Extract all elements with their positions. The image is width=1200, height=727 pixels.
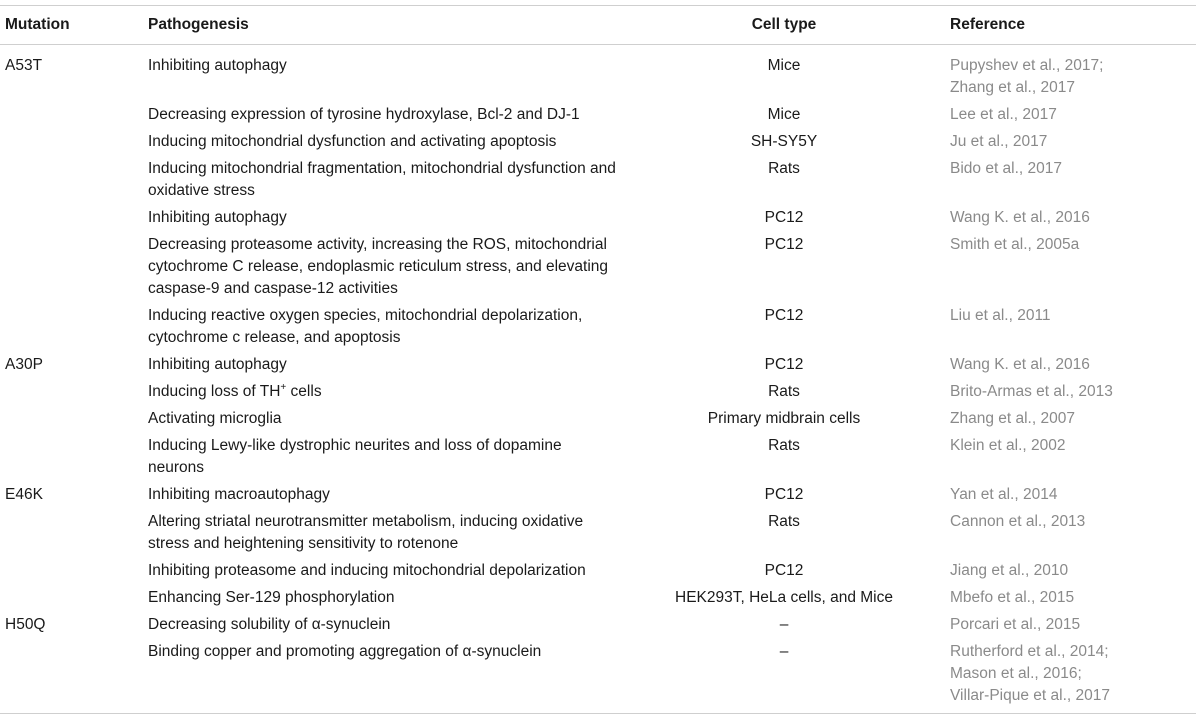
cell-cell-type: – (779, 643, 789, 660)
table-body (0, 45, 1196, 714)
reference-link[interactable]: Liu et al., 2011 (950, 307, 1051, 324)
pathogenesis-text: Inhibiting autophagy (148, 57, 287, 74)
pathogenesis-text: Decreasing proteasome activity, increasing the ROS, mitochondrial cytochrome C release, endoplasmic reticulum stress, and elevating caspase-9 and caspase-12 activities (148, 236, 609, 297)
cell-cell-type: PC12 (764, 356, 804, 373)
cell-mutation (0, 234, 148, 305)
cell-reference (950, 408, 1196, 435)
table-row (0, 158, 1196, 207)
pathogenesis-text: Decreasing solubility of α-synuclein (148, 616, 391, 633)
table-row (0, 305, 1196, 354)
reference-link[interactable]: Cannon et al., 2013 (950, 513, 1086, 530)
cell-mutation: A53T (5, 57, 43, 74)
mutation-table (0, 5, 1196, 714)
cell-pathogenesis (148, 305, 618, 354)
cell-reference (950, 484, 1196, 511)
pathogenesis-text: Binding copper and promoting aggregation of α-synuclein (148, 643, 542, 660)
cell-mutation (0, 560, 148, 587)
reference-link[interactable]: Bido et al., 2017 (950, 160, 1063, 177)
table-row (0, 207, 1196, 234)
cell-mutation (0, 381, 148, 408)
cell-reference (950, 305, 1196, 354)
reference-link[interactable]: Villar-Pique et al., 2017 (950, 687, 1110, 704)
header-pathogenesis: Pathogenesis (148, 16, 249, 33)
table-row (0, 234, 1196, 305)
cell-cell-type: Rats (768, 513, 800, 530)
table-row (0, 381, 1196, 408)
cell-cell-type: Rats (768, 160, 800, 177)
pathogenesis-text: Inhibiting autophagy (148, 356, 287, 373)
cell-mutation: A30P (5, 356, 43, 373)
reference-link[interactable]: Lee et al., 2017 (950, 106, 1057, 123)
cell-cell-type: Rats (768, 383, 800, 400)
cell-reference (950, 641, 1196, 714)
cell-pathogenesis (148, 131, 618, 158)
reference-link[interactable]: Smith et al., 2005a (950, 236, 1080, 253)
header-row (0, 6, 1196, 45)
cell-reference (950, 435, 1196, 484)
cell-reference (950, 45, 1196, 105)
cell-mutation (0, 104, 148, 131)
pathogenesis-text: Activating microglia (148, 410, 282, 427)
pathogenesis-text: Inhibiting macroautophagy (148, 486, 330, 503)
cell-cell-type: Primary midbrain cells (707, 410, 861, 427)
cell-mutation (0, 511, 148, 560)
cell-reference (950, 614, 1196, 641)
reference-link[interactable]: Rutherford et al., 2014; (950, 643, 1109, 660)
reference-link[interactable]: Zhang et al., 2007 (950, 410, 1075, 427)
cell-mutation (0, 158, 148, 207)
cell-mutation (0, 207, 148, 234)
cell-cell-type: PC12 (764, 486, 804, 503)
reference-link[interactable]: Wang K. et al., 2016 (950, 209, 1090, 226)
table-row (0, 484, 1196, 511)
header-cell-type: Cell type (751, 16, 817, 33)
cell-pathogenesis (148, 435, 618, 484)
pathogenesis-text: Inhibiting proteasome and inducing mitochondrial depolarization (148, 562, 586, 579)
cell-cell-type: Mice (767, 57, 801, 74)
reference-link[interactable]: Ju et al., 2017 (950, 133, 1048, 150)
cell-cell-type: PC12 (764, 236, 804, 253)
reference-link[interactable]: Klein et al., 2002 (950, 437, 1066, 454)
cell-pathogenesis (148, 408, 618, 435)
cell-cell-type: – (779, 616, 789, 633)
cell-pathogenesis (148, 381, 618, 408)
table-row (0, 45, 1196, 105)
table-row (0, 354, 1196, 381)
reference-link[interactable]: Jiang et al., 2010 (950, 562, 1069, 579)
pathogenesis-text: Inducing mitochondrial dysfunction and activating apoptosis (148, 133, 557, 150)
table-header (0, 6, 1196, 45)
cell-mutation (0, 131, 148, 158)
cell-reference (950, 354, 1196, 381)
cell-pathogenesis (148, 511, 618, 560)
cell-reference (950, 560, 1196, 587)
cell-reference (950, 381, 1196, 408)
cell-pathogenesis (148, 641, 618, 714)
cell-reference (950, 207, 1196, 234)
table-row (0, 641, 1196, 714)
cell-cell-type: Mice (767, 106, 801, 123)
table-row (0, 614, 1196, 641)
cell-cell-type: Rats (768, 437, 800, 454)
cell-cell-type: HEK293T, HeLa cells, and Mice (675, 589, 893, 606)
cell-pathogenesis (148, 354, 618, 381)
reference-link[interactable]: Pupyshev et al., 2017; (950, 57, 1104, 74)
table-row (0, 131, 1196, 158)
cell-reference (950, 511, 1196, 560)
pathogenesis-text: Inducing mitochondrial fragmentation, mitochondrial dysfunction and oxidative stress (148, 160, 616, 199)
pathogenesis-text: Altering striatal neurotransmitter metabolism, inducing oxidative stress and heightening sensitivity to rotenone (148, 513, 584, 552)
cell-mutation (0, 305, 148, 354)
cell-cell-type: SH-SY5Y (750, 133, 818, 150)
table-row (0, 408, 1196, 435)
reference-link[interactable]: Mason et al., 2016; (950, 665, 1082, 682)
cell-reference (950, 234, 1196, 305)
reference-link[interactable]: Zhang et al., 2017 (950, 79, 1075, 96)
cell-mutation (0, 587, 148, 614)
pathogenesis-text: Inducing loss of TH (148, 383, 281, 400)
pathogenesis-tail: cells (286, 383, 322, 400)
table-row (0, 104, 1196, 131)
pathogenesis-text: Inducing Lewy-like dystrophic neurites and loss of dopamine neurons (148, 437, 562, 476)
pathogenesis-text: Enhancing Ser-129 phosphorylation (148, 589, 395, 606)
header-reference: Reference (950, 16, 1025, 33)
cell-mutation (0, 408, 148, 435)
table-row (0, 587, 1196, 614)
pathogenesis-text: Inhibiting autophagy (148, 209, 287, 226)
table-row (0, 560, 1196, 587)
pathogenesis-text: Decreasing expression of tyrosine hydroxylase, Bcl-2 and DJ-1 (148, 106, 580, 123)
cell-pathogenesis (148, 158, 618, 207)
cell-mutation: E46K (5, 486, 43, 503)
reference-link[interactable]: Brito-Armas et al., 2013 (950, 383, 1113, 400)
cell-reference (950, 158, 1196, 207)
pathogenesis-text: Inducing reactive oxygen species, mitochondrial depolarization, cytochrome c release, and apoptosis (148, 307, 583, 346)
table-row (0, 511, 1196, 560)
cell-pathogenesis (148, 45, 618, 105)
reference-link[interactable]: Mbefo et al., 2015 (950, 589, 1075, 606)
cell-pathogenesis (148, 587, 618, 614)
cell-reference (950, 587, 1196, 614)
table-row (0, 435, 1196, 484)
reference-link[interactable]: Wang K. et al., 2016 (950, 356, 1090, 373)
cell-mutation (0, 435, 148, 484)
cell-pathogenesis (148, 207, 618, 234)
superscript: + (280, 382, 287, 393)
cell-reference (950, 104, 1196, 131)
cell-cell-type: PC12 (764, 209, 804, 226)
cell-cell-type: PC12 (764, 562, 804, 579)
cell-mutation: H50Q (5, 616, 46, 633)
cell-reference (950, 131, 1196, 158)
reference-link[interactable]: Porcari et al., 2015 (950, 616, 1081, 633)
cell-pathogenesis (148, 234, 618, 305)
cell-cell-type: PC12 (764, 307, 804, 324)
cell-mutation (0, 641, 148, 714)
cell-pathogenesis (148, 104, 618, 131)
cell-pathogenesis (148, 484, 618, 511)
header-mutation: Mutation (5, 16, 70, 33)
reference-link[interactable]: Yan et al., 2014 (950, 486, 1058, 503)
cell-pathogenesis (148, 560, 618, 587)
cell-pathogenesis (148, 614, 618, 641)
